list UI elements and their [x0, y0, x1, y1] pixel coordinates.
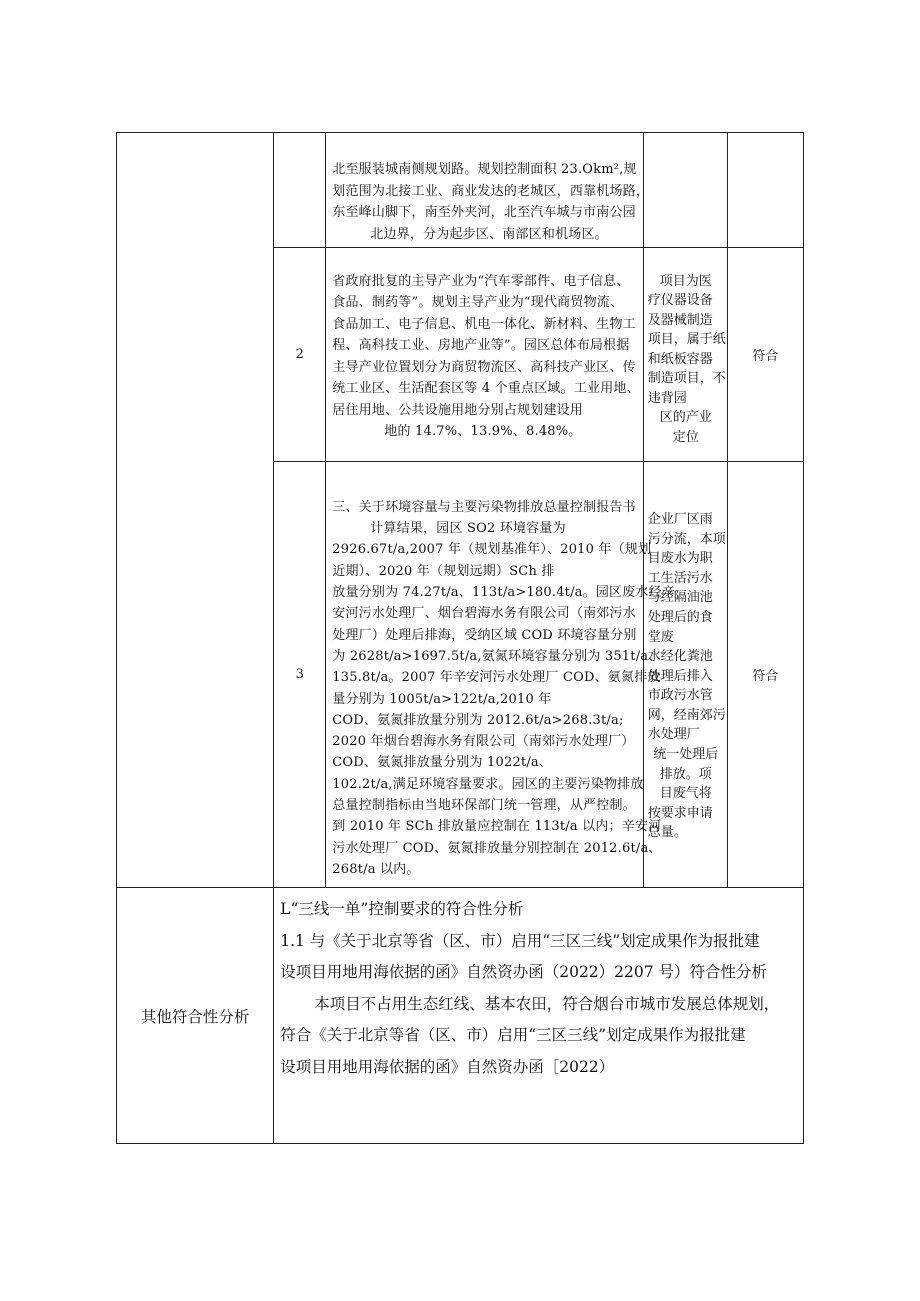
compliance-table	[116, 132, 804, 1144]
project-line: 市政污水管	[647, 688, 713, 704]
content-cell	[326, 133, 650, 248]
content-line: 地的 14.7%、13.9%、8.48%。	[384, 424, 582, 439]
paragraph-line: 设项目用地用海依据的函》自然资办函［2022）	[280, 1057, 615, 1076]
project-line: 统一处理后	[653, 747, 719, 763]
project-line: 堂废	[647, 629, 674, 645]
row-number: 2	[274, 248, 326, 462]
content-line: COD、氨氮排放量分别为 2012.6t/a>268.3t/a;	[332, 712, 624, 728]
project-cell	[643, 133, 727, 248]
result-cell: 符合	[727, 248, 803, 462]
content-line: 2926.67t/a,2007 年（规划基准年）、2010 年（规划	[332, 542, 652, 558]
content-line: 268t/a 以内。	[332, 861, 420, 877]
other-analysis-content	[274, 888, 804, 1144]
project-line: 项目为医	[659, 273, 712, 289]
section-heading: L“三线一单”控制要求的符合性分析	[280, 900, 524, 918]
project-line: 企业厂区雨	[647, 511, 713, 527]
project-line: 水处理厂	[647, 727, 700, 743]
content-line: 总量控制指标由当地环保部门统一管理，从严控制。	[332, 797, 636, 813]
content-line: 程、高科技工业、房地产业等”。园区总体布局根据	[332, 338, 630, 353]
subheading-line: 设项目用地用海依据的函》自然资办函（2022）2207 号）符合性分析	[280, 963, 768, 981]
content-line: 三、关于环境容量与主要污染物排放总量控制报告书	[332, 499, 636, 515]
project-line: 违背园	[647, 390, 687, 406]
project-line: 和纸板容器	[647, 351, 713, 367]
project-line: 区的产业	[659, 410, 712, 426]
content-line: 102.2t/a,满足环境容量要求。园区的主要污染物排放	[332, 776, 644, 792]
project-line: 项目，属于纸	[647, 332, 726, 348]
content-line: 食品加工、电子信息、机电一体化、新材料、生物工	[332, 316, 636, 332]
subheading-line: 1.1 与《关于北京等省（区、市）启用“三区三线”划定成果作为报批建	[280, 931, 760, 950]
content-line: 为 2628t/a>1697.5t/a,氨氮环境容量分别为 351t/a、	[332, 648, 662, 664]
content-line: 食品、制药等”。规划主导产业为“现代商贸物流、	[332, 295, 624, 310]
content-line: 计算结果，园区 SO2 环境容量为	[370, 521, 566, 537]
project-line: 目废气将	[659, 786, 712, 802]
project-line: 网，经南郊污	[647, 707, 726, 723]
project-line: 处理后的食	[647, 609, 713, 625]
content-line: 省政府批复的主导产业为“汽车零部件、电子信息、	[332, 273, 630, 289]
row-number: 3	[274, 462, 326, 888]
project-line: 水经化粪池	[647, 649, 713, 665]
paragraph-line: 本项目不占用生态红线、基本农田，符合烟台市城市发展总体规划，	[314, 994, 780, 1013]
paragraph-line: 符合《关于北京等省（区、市）启用“三区三线”划定成果作为报批建	[280, 1026, 746, 1044]
project-line: 按要求申请	[647, 805, 713, 821]
row-number	[274, 133, 326, 248]
result-cell	[727, 133, 803, 248]
project-line: 总量。	[647, 825, 687, 841]
other-analysis-label: 其他符合性分析	[117, 888, 274, 1144]
project-line: 定位	[672, 429, 699, 445]
content-line: 到 2010 年 SCh 排放量应控制在 113t/a 以内；辛安河	[332, 819, 662, 835]
content-line: COD、氨氮排放量分别为 1022t/a、	[332, 755, 553, 771]
content-line: 2020 年烟台碧海水务有限公司（南郊污水处理厂）	[332, 734, 635, 750]
project-line: 疗仪器设备	[647, 293, 713, 309]
table-row	[117, 133, 804, 248]
content-line: 放量分别为 74.27t/a、113t/a>180.4t/a。园区废水经辛	[332, 585, 676, 601]
project-line: 处理后排入	[647, 668, 713, 684]
content-line: 量分别为 1005t/a>122t/a,2010 年	[332, 691, 552, 707]
content-line: 东至峰山脚下，南至外夹河，北至汽车城与市南公园	[332, 205, 636, 220]
content-line: 居住用地、公共设施用地分别占规划建设用	[332, 402, 584, 418]
project-line: 与经隔油池	[647, 590, 713, 606]
content-line: 划范围为北接工业、商业发达的老城区，西靠机场路，	[332, 183, 650, 199]
project-line: 目废水为职	[647, 551, 713, 567]
content-cell	[326, 248, 643, 462]
content-line: 污水处理厂 COD、氨氮排放量分别控制在 2012.6t/a、	[332, 840, 662, 856]
content-line: 统工业区、生活配套区等 4 个重点区域。工业用地、	[332, 381, 640, 396]
project-line: 排放。项	[659, 766, 712, 782]
project-line: 工生活污水	[647, 570, 713, 586]
content-line: 北边界，分为起步区、南部区和机场区。	[370, 226, 608, 242]
project-line: 污分流，本项	[647, 531, 726, 547]
content-line: 135.8t/a。2007 年辛安河污水处理厂 COD、氨氮排放	[332, 670, 661, 686]
project-line: 制造项目，不	[647, 371, 726, 387]
content-line: 近期）、2020 年（规划远期）SCh 排	[332, 563, 555, 579]
project-cell	[643, 248, 727, 462]
project-cell	[643, 462, 727, 888]
content-line: 安河污水处理厂、烟台碧海水务有限公司（南郊污水	[332, 606, 636, 622]
table-row	[117, 888, 804, 1144]
section-label-cell	[117, 133, 274, 888]
content-line: 处理厂）处理后排海，受纳区域 COD 环境容量分别	[332, 627, 637, 643]
content-line: 主导产业位置划分为商贸物流区、高科技产业区、传	[332, 359, 636, 375]
project-line: 及器械制造	[647, 312, 713, 328]
content-line: 北至服装城南侧规划路。规划控制面积 23.Okm²,规	[332, 162, 637, 177]
result-cell: 符合	[727, 462, 803, 888]
